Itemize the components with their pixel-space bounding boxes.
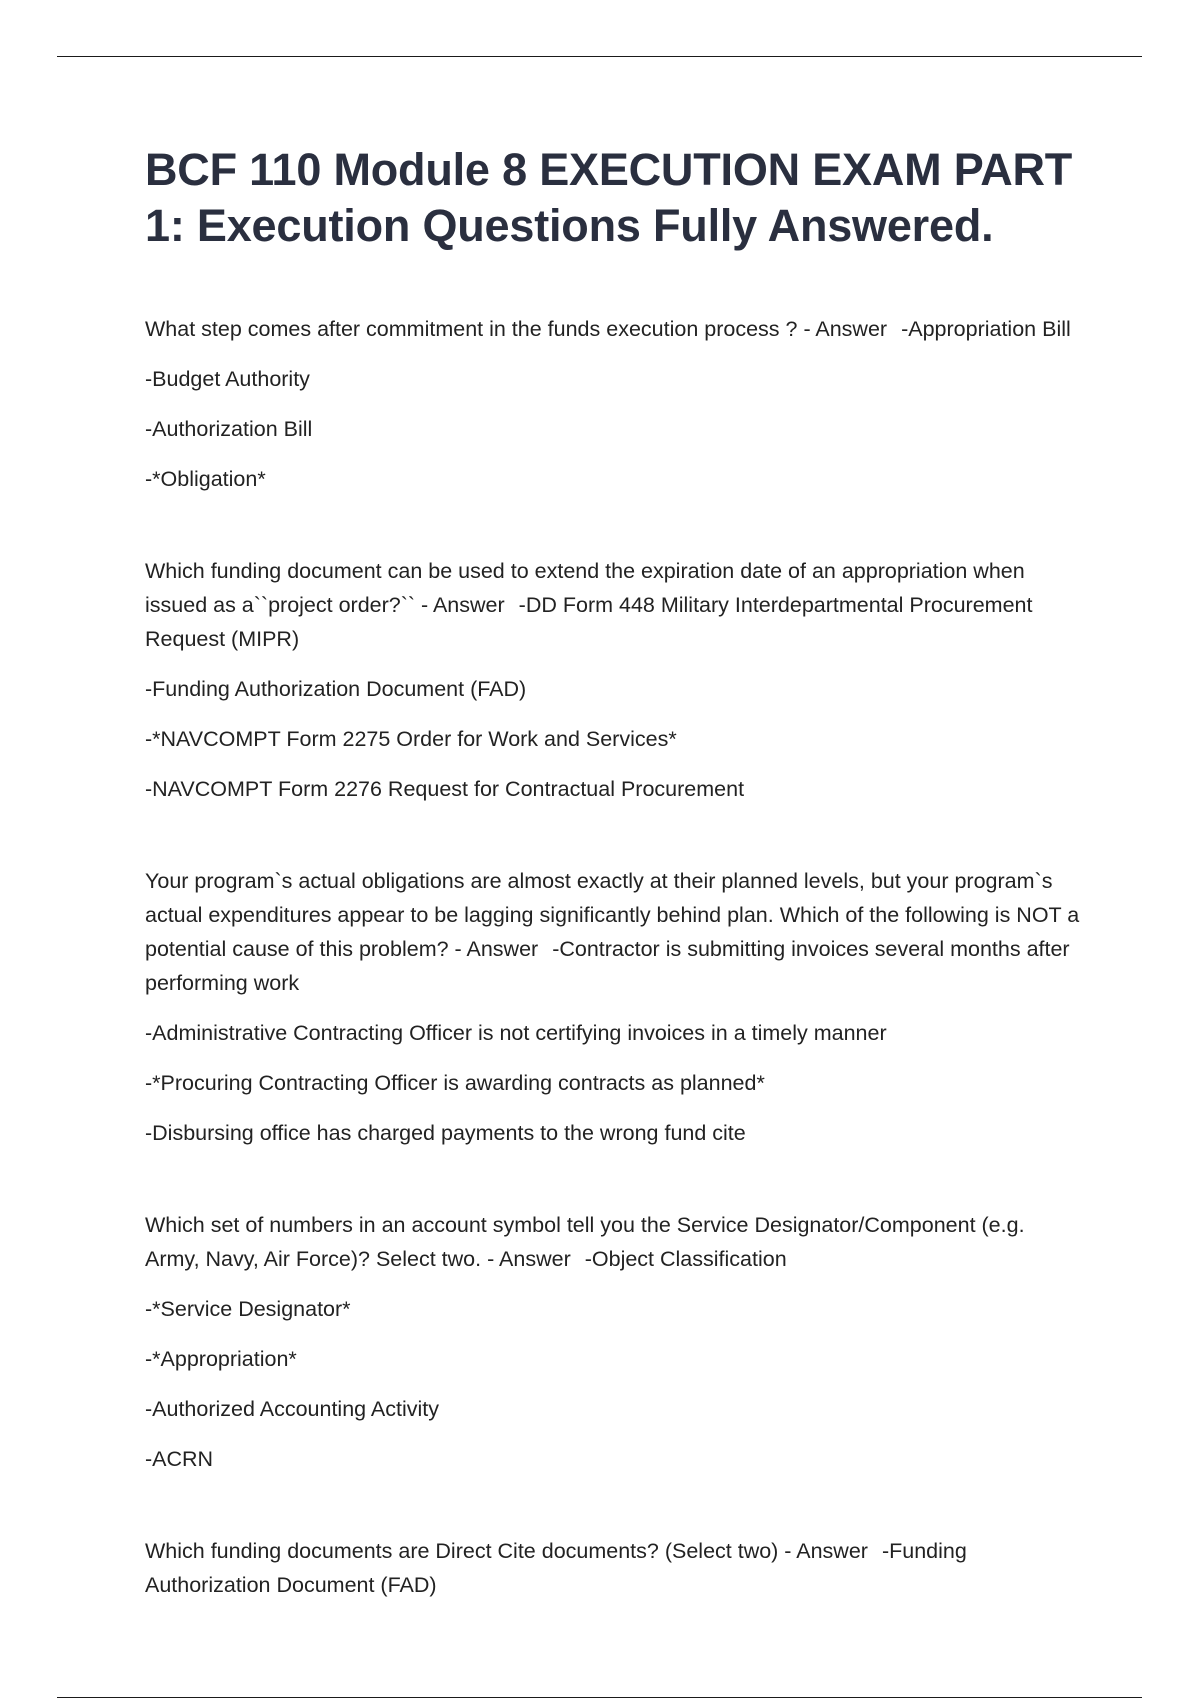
- correct-answer-option: -*Procuring Contracting Officer is awarding contracts as planned*: [145, 1071, 765, 1095]
- answer-option: -Object Classification: [584, 1247, 787, 1271]
- answer-option: -NAVCOMPT Form 2276 Request for Contractual Procurement: [145, 777, 745, 801]
- question-block: [145, 864, 1080, 1150]
- question-block: [145, 1534, 1080, 1602]
- document-title: BCF 110 Module 8 EXECUTION EXAM PART 1: Execution Questions Fully Answered.: [145, 144, 1073, 251]
- question-block: [145, 312, 1080, 496]
- question-block: [145, 1208, 1080, 1476]
- question-text: [145, 1208, 1080, 1276]
- answer-option: -Contractor is submitting invoices several months after performing work: [145, 937, 1070, 995]
- answer-option: -Administrative Contracting Officer is not certifying invoices in a timely manner: [145, 1021, 887, 1045]
- answer-option: -Authorized Accounting Activity: [145, 1397, 439, 1421]
- correct-answer-option: -*Appropriation*: [145, 1347, 297, 1371]
- document-body: [145, 142, 1080, 1660]
- question-prompt: Which set of numbers in an account symbol tell you the Service Designator/Component (e.g. Army, Navy, Air Force)? Select two. - Answer: [145, 1213, 1025, 1271]
- answer-option: -Appropriation Bill: [901, 317, 1071, 341]
- question-text: [145, 554, 1080, 656]
- question-text: [145, 312, 1080, 346]
- answer-option: -Disbursing office has charged payments to the wrong fund cite: [145, 1121, 746, 1145]
- correct-answer-option: -*Service Designator*: [145, 1297, 351, 1321]
- question-prompt: Which funding documents are Direct Cite documents? (Select two) - Answer: [145, 1539, 868, 1563]
- answer-option: -Budget Authority: [145, 367, 310, 391]
- question-prompt: Which funding document can be used to extend the expiration date of an appropriation when issued as a``project order?`` - Answer: [145, 559, 1025, 617]
- question-text: [145, 864, 1080, 1000]
- correct-answer-option: -*Obligation*: [145, 467, 266, 491]
- answer-option: -DD Form 448 Military Interdepartmental Procurement Request (MIPR): [145, 593, 1033, 651]
- answer-option: -Authorization Bill: [145, 417, 313, 441]
- bottom-rule: [57, 1697, 1142, 1698]
- answer-option: -ACRN: [145, 1447, 214, 1471]
- question-block: [145, 554, 1080, 806]
- answer-option: -Funding Authorization Document (FAD): [145, 1539, 967, 1597]
- top-rule: [57, 56, 1142, 57]
- question-prompt: What step comes after commitment in the funds execution process ? - Answer: [145, 317, 888, 341]
- answer-option: -Funding Authorization Document (FAD): [145, 677, 527, 701]
- question-text: [145, 1534, 1080, 1602]
- correct-answer-option: -*NAVCOMPT Form 2275 Order for Work and Services*: [145, 727, 677, 751]
- question-prompt: Your program`s actual obligations are almost exactly at their planned levels, but your program`s actual expenditures appear to be lagging significantly behind plan. Which of the following is NOT a potential cause of this problem? - Answer: [145, 869, 1080, 961]
